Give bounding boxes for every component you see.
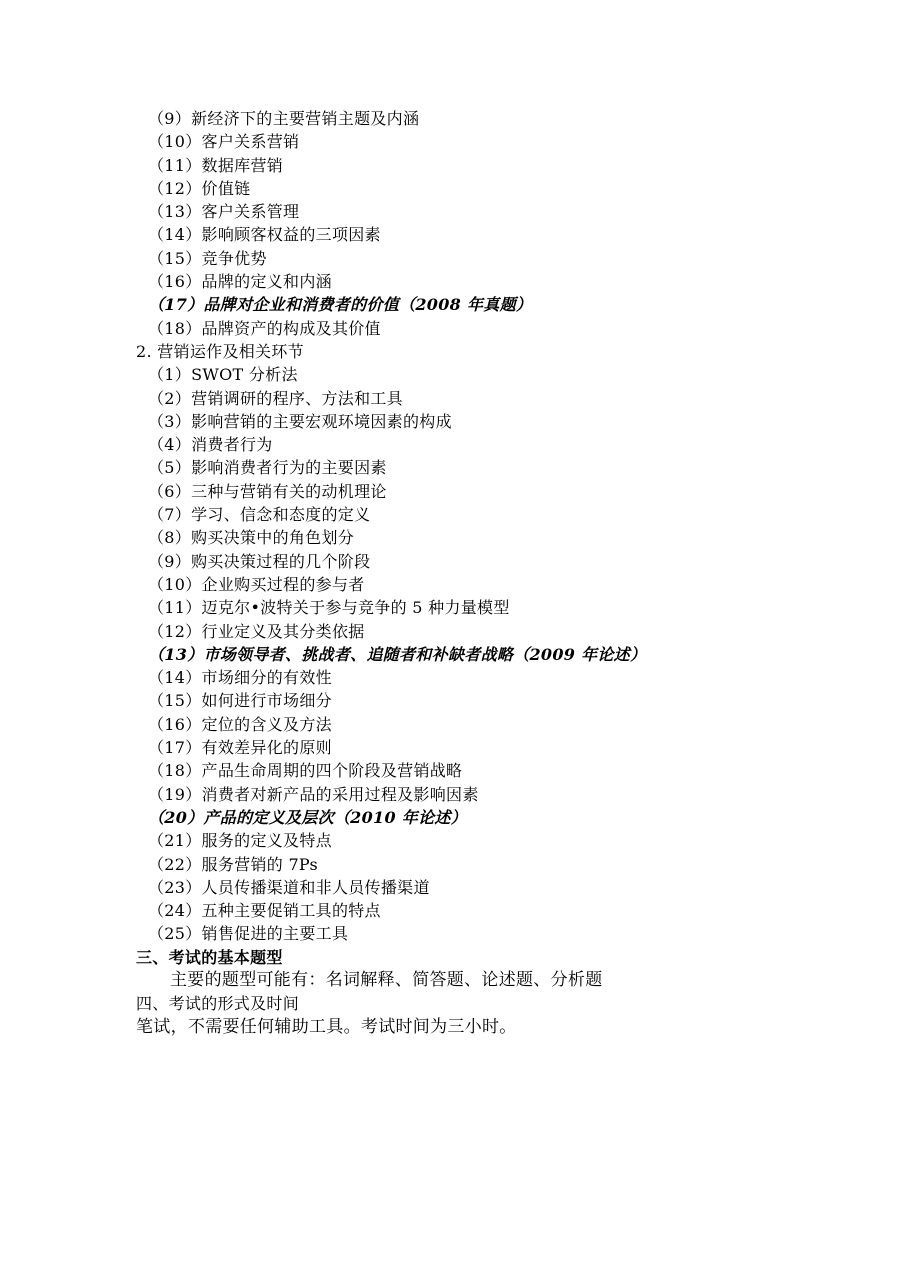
list-item: （23）人员传播渠道和非人员传播渠道 — [148, 877, 430, 897]
list-item: （5）影响消费者行为的主要因素 — [148, 458, 387, 478]
list-item: （9）新经济下的主要营销主题及内涵 — [148, 109, 420, 128]
list-item: （6）三种与营销有关的动机理论 — [148, 481, 387, 501]
list-item: （18）品牌资产的构成及其价值 — [148, 318, 381, 338]
list-item: （2）营销调研的程序、方法和工具 — [148, 388, 403, 408]
section-4-title: 四、考试的形式及时间 — [136, 994, 300, 1014]
list-item: （13）市场领导者、挑战者、追随者和补缺者战略（2009 年论述） — [148, 644, 647, 664]
document-content — [0, 107, 900, 1039]
list-item: （12）行业定义及其分类依据 — [148, 621, 365, 641]
list-item: （20）产品的定义及层次（2010 年论述） — [148, 807, 467, 827]
list-item: （10）企业购买过程的参与者 — [148, 574, 365, 594]
section-3-title: 三、考试的基本题型 — [136, 947, 283, 967]
list-item: （17）品牌对企业和消费者的价值（2008 年真题） — [148, 295, 533, 315]
list-item: （24）五种主要促销工具的特点 — [148, 901, 381, 921]
list-item: （16）品牌的定义和内涵 — [148, 272, 332, 292]
list-item: （21）服务的定义及特点 — [148, 831, 332, 851]
list-item: （9）购买决策过程的几个阶段 — [148, 551, 371, 571]
list-item: （4）消费者行为 — [148, 435, 273, 455]
knowledge-list-part1 — [0, 107, 900, 340]
knowledge-list-part2 — [0, 363, 900, 945]
list-item: （7）学习、信念和态度的定义 — [148, 505, 371, 525]
list-item: （16）定位的含义及方法 — [148, 714, 332, 734]
list-item: （10）客户关系营销 — [148, 132, 300, 152]
list-item: （13）客户关系管理 — [148, 202, 300, 222]
list-item: （19）消费者对新产品的采用过程及影响因素 — [148, 784, 479, 804]
section-3-body: 主要的题型可能有：名词解释、简答题、论述题、分析题 — [170, 969, 603, 990]
list-item: （11）数据库营销 — [148, 155, 284, 175]
list-item: （1）SWOT 分析法 — [148, 365, 298, 385]
list-item: （15）竞争优势 — [148, 248, 267, 268]
list-item: （3）影响营销的主要宏观环境因素的构成 — [148, 411, 452, 431]
list-item: （22）服务营销的 7Ps — [148, 854, 319, 874]
list-item: （17）有效差异化的原则 — [148, 738, 332, 758]
list-item: （11）迈克尔•波特关于参与竞争的 5 种力量模型 — [148, 598, 510, 618]
list-item: （14）影响顾客权益的三项因素 — [148, 225, 381, 245]
list-item: （12）价值链 — [148, 178, 251, 198]
section-4-body: 笔试，不需要任何辅助工具。考试时间为三小时。 — [136, 1016, 517, 1037]
list-item: （8）购买决策中的角色划分 — [148, 528, 355, 548]
list-item: （14）市场细分的有效性 — [148, 668, 332, 688]
list-item: （25）销售促进的主要工具 — [148, 924, 349, 944]
list-item: （18）产品生命周期的四个阶段及营销战略 — [148, 761, 463, 781]
list-item: （15）如何进行市场细分 — [148, 691, 332, 711]
section-2-title: 2. 营销运作及相关环节 — [136, 341, 304, 361]
